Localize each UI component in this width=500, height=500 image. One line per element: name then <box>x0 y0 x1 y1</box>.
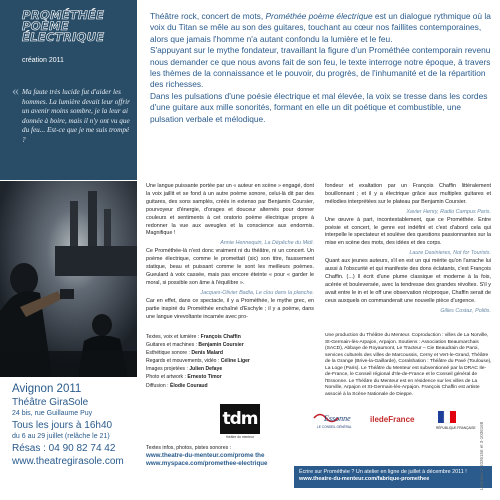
essonne-logo <box>310 409 362 431</box>
credit-role: Photo et artwork : <box>146 374 188 381</box>
review-signature: Laure Dasinieres, Not for Tourists. <box>409 250 491 257</box>
review-signature: Gilles Costaz, Politis. <box>440 307 491 314</box>
review-text: fondeur et exaltation par un François Chaffin littéralement bouillonnant ; et il y a électrique grâce aux multiples guitares et mélodies interprétées sur le plateau par Benjamin Coursier. <box>325 183 491 205</box>
republique-logo <box>436 411 482 433</box>
review-text: Ce Prométhée-là n'est donc vraiment ni du théâtre, ni un concert. Un poème électrique, comme le promettait (sic) son titre, faussement statique, beau et puissant comme le sont les meilleurs poèmes. Gueulard à voix cassée, mais pas encore éteinte « pour « garder le moral, si possible son âme à l'équilibre ». <box>146 248 314 286</box>
pull-quote: Ma faute très lucide fut d'aider les hommes. La lumière devait leur offrir un avenir moins sombre, je la leur ai donnée à boire, mais il n'y ont vu que du feu... Est-ce que je me suis trompé ? <box>22 88 130 144</box>
credit-role: Regards et mouvements, vidéo : <box>146 358 221 365</box>
performance-info <box>12 382 162 468</box>
reviews-column-1 <box>146 183 314 323</box>
review-text: Une œuvre à part, incontestablement, que ce Prométhée. Entre poésie et concert, le genre est indéfini et c'est d'abord cela qui interpelle le spectateur et soulève des questions passionnantes sur la mise en scène des mots, des idées et des corps. <box>325 216 492 247</box>
intro-part: est un dialogue rythmique où la voix du Titan se mêle au son des guitares, touchant au cœur nos faillites contemporaines, alors que jamais l'homme n'a autant confondu la lumière et le feu. <box>150 11 491 44</box>
workshop-banner <box>294 466 492 488</box>
credit-line <box>146 333 314 341</box>
stage-photo <box>0 181 137 377</box>
theatre-name: Théâtre GiraSole <box>12 397 89 408</box>
workshop-text: Écrire sur Prométhée ? Un atelier en ligne de juillet à décembre 2011 ! <box>299 469 467 475</box>
performance-period: du 6 au 29 juillet (relâche le 21) <box>12 433 110 440</box>
credit-line <box>146 341 314 349</box>
intro-paragraph: Dans les pulsations d'une poésie électrique et mal élevée, la voix se tresse dans les cordes d'une guitare aux mille sonorités, formant en elle un dit poétique et combustible, une pulsation verbale et mélodique. <box>150 90 488 124</box>
review-signature: Xavier Henry, Radio Campus Paris. <box>406 208 491 215</box>
tdm-logo-mark: tdm <box>220 404 260 434</box>
links-intro: Textes infos, photos, pistes sonores : <box>146 445 232 451</box>
reviews-column-2 <box>325 183 491 316</box>
theatre-website[interactable]: www.theatregirasole.com <box>12 456 124 467</box>
creation-year: création 2011 <box>22 57 64 64</box>
licence-text: Licences 2-1036156 et 3-1036168 <box>479 421 484 490</box>
intro-paragraph: S'appuyant sur le mythe fondateur, travaillant la figure d'un Prométhée contemporain revenu nous demander ce que nous avons fait de son feu, le texte interroge notre époque, à travers les thèmes de la connaissance et le pouvoir, du progrès, de l'inhumanité et de la répartition des richesses. <box>150 45 491 90</box>
credit-line <box>146 365 314 373</box>
credit-name: Céline Liger <box>220 358 250 365</box>
credit-role: Esthétique sonore : <box>146 350 192 357</box>
theatre-address: 24 bis, rue Guillaume Puy <box>12 410 93 417</box>
tdm-logo <box>220 404 260 440</box>
essonne-logo-caption: LE CONSEIL GÉNÉRAL <box>317 425 352 429</box>
credit-line <box>146 349 314 357</box>
logo-line: PROMÉTHÉE <box>22 8 105 22</box>
credit-line <box>146 373 314 381</box>
stage-photo-image <box>0 181 137 377</box>
credit-line <box>146 382 314 390</box>
credits-list <box>146 333 314 390</box>
credit-name: Ernesto Timor <box>187 374 222 381</box>
credit-role: Diffusion : <box>146 382 170 389</box>
website-link[interactable]: www.theatre-du-menteur.com/prome the <box>146 452 265 459</box>
review-signature: Jacques-Olivier Badia, Le clou dans la planche. <box>200 289 314 296</box>
idf-logo-text: iledeFrance <box>370 415 415 424</box>
review-text: Quant aux jeunes auteurs, s'il en est un qui mérite qu'on l'arrache lui aussi à l'obscurité et qui manifeste des dons éclatants, c'est François Chaffin. (...) Il écrit d'une plume classique et moderne à la fois, acérée et bouleversée, avec la tendresse des grandes révoltes. S'il y avait entre le in et le off une observation réciproque, Chaffin serait de ceux auxquels on commanderait une nouvelle pièce d'urgence. <box>325 258 491 304</box>
workshop-link[interactable]: www.theatre-du-menteur.com/fabrique-promethee <box>299 476 430 482</box>
quote-mark-icon: « <box>12 84 19 99</box>
festival-name: Avignon 2011 <box>12 383 82 395</box>
credit-role: Images projetées : <box>146 366 190 373</box>
tdm-logo-caption: théâtre du menteur <box>226 435 254 439</box>
credit-name: Élodie Couraud <box>169 382 208 389</box>
show-logo <box>22 10 132 43</box>
credit-line <box>146 357 314 365</box>
credit-name: Denis Malard <box>191 350 224 357</box>
essonne-logo-text: Essonne <box>324 414 351 423</box>
credit-name: Julien Defaye <box>189 366 223 373</box>
review-text: Une langue puissante portée par un « auteur en scène » engagé, dont la voix jaillit et se fond à un autre poème sonore, celui-là dit par des guitares, des sons samplés, créés in extenso par Benjamin Coursier, pourvoyeur d'énergie, d'orages et douceur alternés pour donner couleurs et sentiments à cet oratorio poème électrique propre à redonner la vue aux aveugles et la conscience aux endormis. Magnifique ! <box>146 183 314 237</box>
review-signature: Annie Hennequin, La Dépêche du Midi. <box>220 240 314 247</box>
myspace-link[interactable]: www.myspace.com/promethee-electrique <box>146 460 268 468</box>
partner-logos <box>310 409 490 437</box>
performance-time: Tous les jours à 16h40 <box>12 420 113 431</box>
intro-part: Théâtre rock, concert de mots, <box>150 11 266 21</box>
booking-phone: Résas : 04 90 82 74 42 <box>12 443 116 454</box>
intro-text <box>150 11 495 125</box>
licence-text-wrapper <box>479 390 489 490</box>
logo-line: ÉLECTRIQUE <box>22 30 105 44</box>
production-info: Une production du Théâtre du Menteur. Coproduction : villes de La Norville, St-Germain-lès-Arpajon, Arpajon. Soutiens : Association Beaumarchais (SACD), Abbaye de Royaumont, Le Tracteur – Cie Beaudrain de Paroi, services culturels des villes de Marcoussis, Cerny et Vert-le-Grand, Théâtre de la Grange (Brive-la-Gaillarde), Coralshation : Théâtre du Pavé (Toulouse), La Loge (Paris). Le Théâtre du Menteur est subventionné par la DRAC Ile-de-France, le Conseil régional d'Ile-de-France et le Conseil général de l'Essonne. Le Théâtre du Menteur est en résidence sur les villes de La Norville, Arpajon et St-Germain-lès-Arpajon. François Chaffin est artiste associé à la Scène Nationale de Dieppe. <box>325 333 492 397</box>
republique-logo-text: RÉPUBLIQUE FRANÇAISE <box>436 426 476 430</box>
credit-role: Textes, voix et lumière : <box>146 334 201 340</box>
credit-name: François Chaffin <box>200 334 241 340</box>
idf-logo <box>370 415 425 431</box>
logo-line: POÈME <box>22 19 69 33</box>
title-panel <box>0 0 137 180</box>
review-text: Car en effet, dans ce spectacle, il y a Prométhée, le mythe grec, en partie inspiré du Prométhée enchaîné d'Eschyle ; il y a poème, dans une langue virevoltante incarnée avec pro- <box>146 297 314 320</box>
intro-title: Prométhée poème électrique <box>265 11 373 21</box>
credit-role: Guitares et machines : <box>146 342 199 349</box>
credit-name: Benjamin Coursier <box>198 342 244 349</box>
